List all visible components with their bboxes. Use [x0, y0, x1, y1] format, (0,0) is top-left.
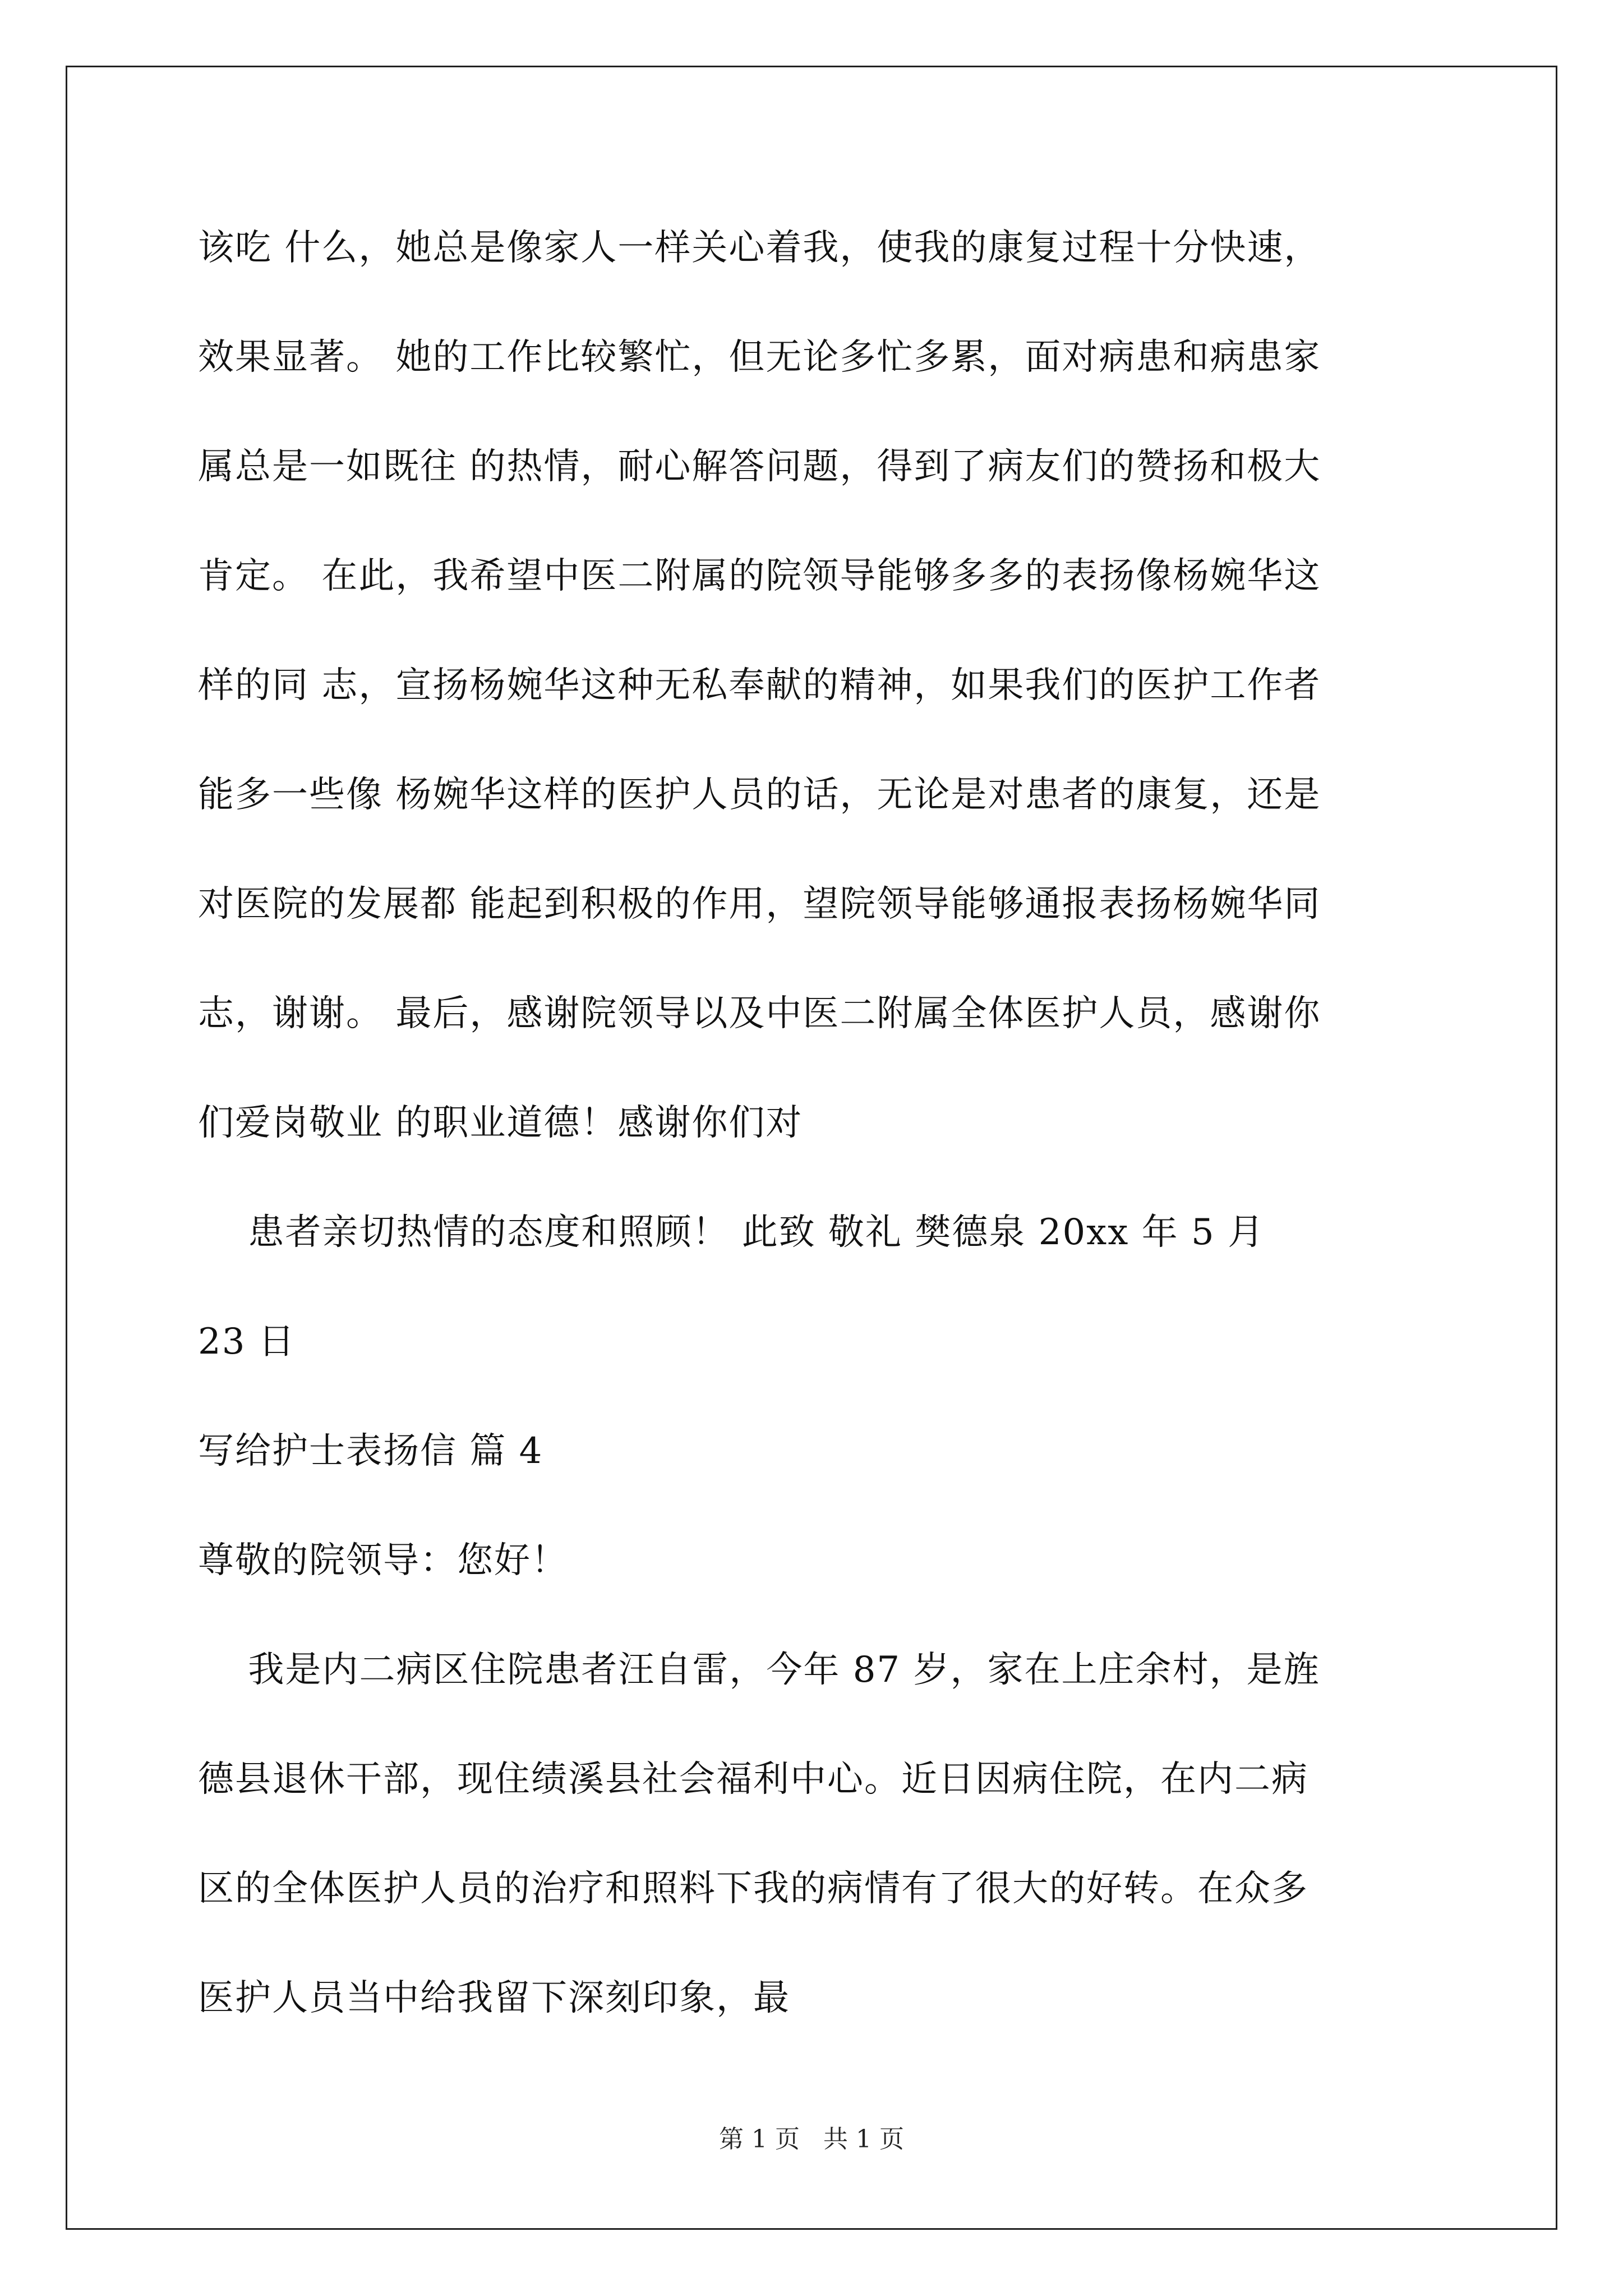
paragraph-line: 志，谢谢。 最后，感谢院领导以及中医二附属全体医护人员，感谢你 — [198, 993, 1321, 1034]
paragraph-line: 医护人员当中给我留下深刻印象，最 — [198, 1977, 790, 2019]
paragraph-line: 23 日 — [198, 1321, 296, 1363]
paragraph-line: 该吃 什么，她总是像家人一样关心着我，使我的康复过程十分快速， — [198, 227, 1321, 269]
page-footer: 第 1 页 共 1 页 — [719, 2125, 904, 2154]
paragraph-line: 我是内二病区住院患者汪自雷，今年 87 岁，家在上庄余村，是旌 — [198, 1649, 1321, 1691]
section-heading: 写给护士表扬信 篇 4 — [198, 1430, 543, 1472]
paragraph-line: 患者亲切热情的态度和照顾！ 此致 敬礼 樊德泉 20xx 年 5 月 — [198, 1212, 1265, 1253]
salutation: 尊敬的院领导：您好！ — [198, 1540, 568, 1581]
paragraph-line: 德县退休干部，现住绩溪县社会福利中心。近日因病住院，在内二病 — [198, 1759, 1308, 1800]
paragraph-line: 对医院的发展都 能起到积极的作用，望院领导能够通报表扬杨婉华同 — [198, 884, 1321, 925]
paragraph-line: 肯定。 在此，我希望中医二附属的院领导能够多多的表扬像杨婉华这 — [198, 555, 1321, 597]
paragraph-line: 样的同 志，宣扬杨婉华这种无私奉献的精神，如果我们的医护工作者 — [198, 665, 1321, 706]
paragraph-line: 效果显著。 她的工作比较繁忙，但无论多忙多累，面对病患和病患家 — [198, 337, 1321, 378]
paragraph-line: 属总是一如既往 的热情，耐心解答问题，得到了病友们的赞扬和极大 — [198, 446, 1321, 487]
paragraph-line: 区的全体医护人员的治疗和照料下我的病情有了很大的好转。在众多 — [198, 1868, 1308, 1910]
paragraph-line: 能多一些像 杨婉华这样的医护人员的话，无论是对患者的康复，还是 — [198, 774, 1321, 816]
paragraph-line: 们爱岗敬业 的职业道德！感谢你们对 — [198, 1102, 803, 1144]
